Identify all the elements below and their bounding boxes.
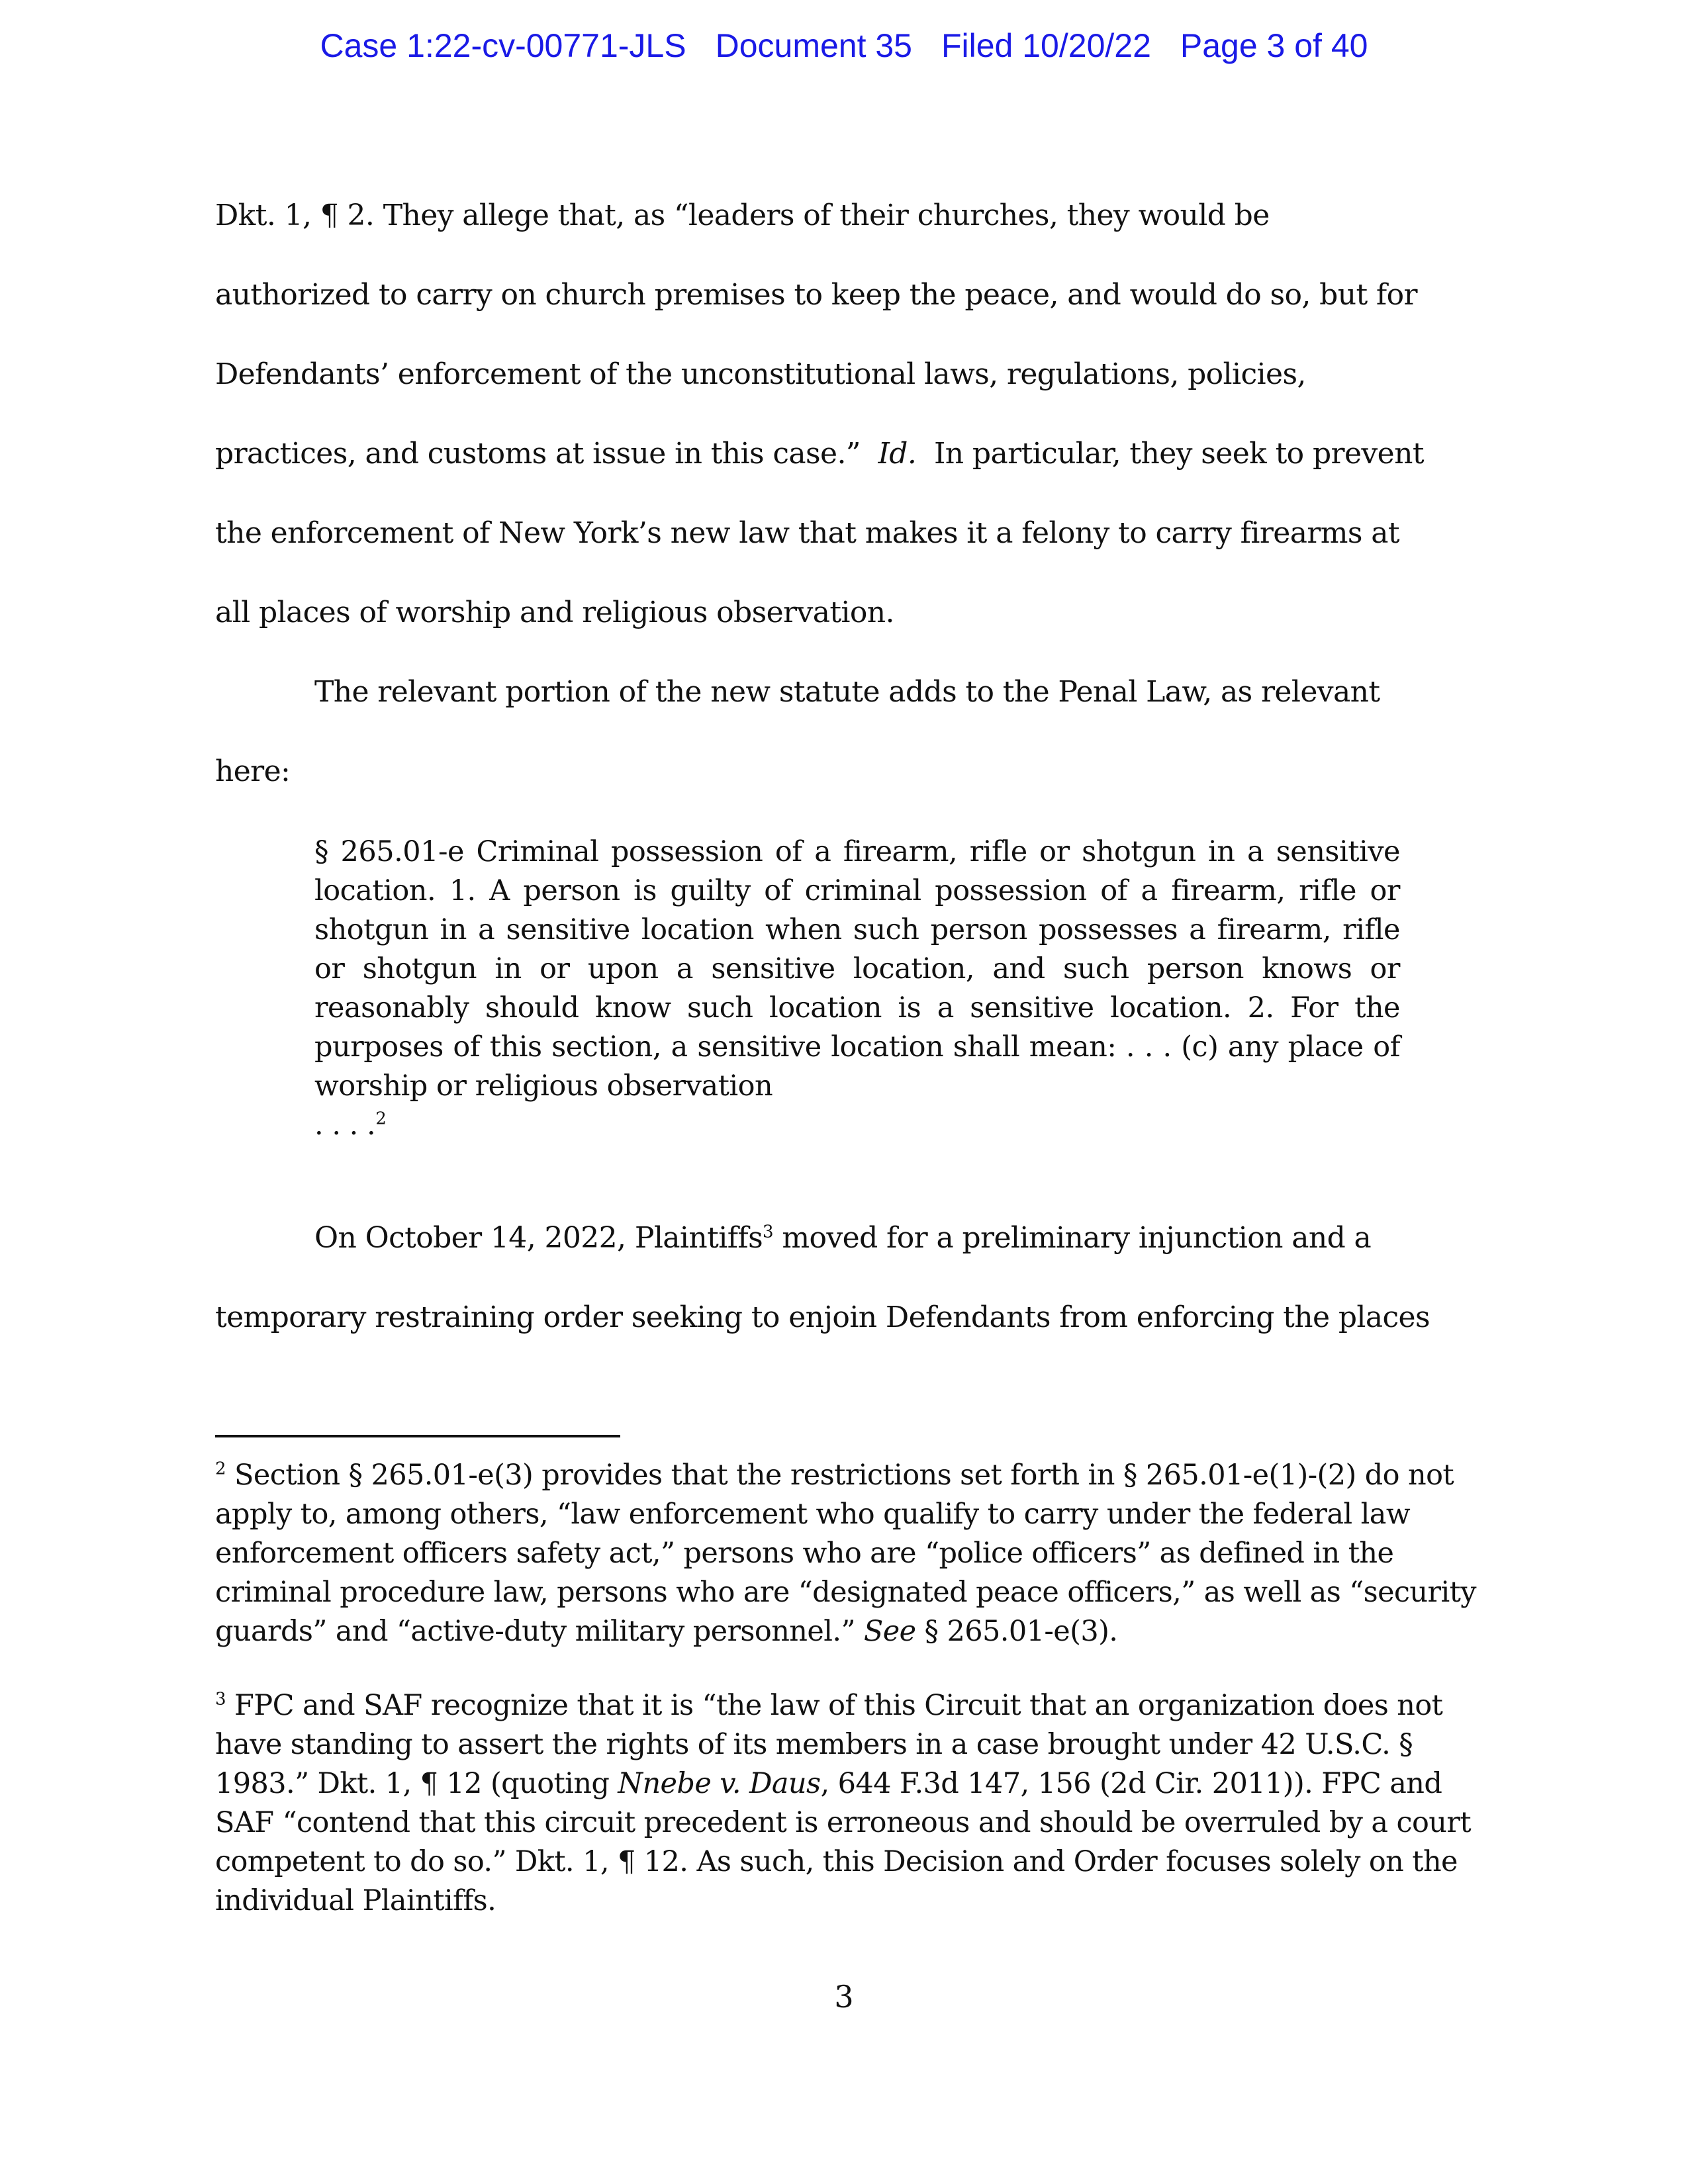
footnote-text: FPC and SAF recognize that it is “the law of this Circuit that an organization does not have standing to assert the rights of its members in a case brought under 42 U.S.C. § 1983.” Dkt. 1, ¶ 12 (quoting	[215, 1689, 1443, 1800]
document-number: Document 35	[715, 27, 912, 64]
case-number: Case 1:22-cv-00771-JLS	[320, 27, 686, 64]
page-number: 3	[834, 1979, 854, 2015]
citation-signal: See	[863, 1615, 916, 1648]
statute-block-quote	[314, 833, 1400, 1145]
page-of-total: Page 3 of 40	[1180, 27, 1368, 64]
body-text: moved for a preliminary injunction and a	[773, 1221, 1372, 1255]
citation-id: Id.	[878, 437, 917, 471]
statute-ellipsis	[314, 1106, 1400, 1145]
body-line: all places of worship and religious observation.	[215, 596, 894, 629]
footnote-ref[interactable]: 3	[763, 1222, 773, 1242]
body-text: practices, and customs at issue in this case.”	[215, 437, 861, 471]
footnote-ref[interactable]: 2	[375, 1109, 387, 1129]
body-line	[215, 437, 1424, 471]
body-line: the enforcement of New York’s new law that makes it a felony to carry firearms at	[215, 516, 1399, 550]
body-line: here:	[215, 754, 291, 788]
case-citation: Nnebe v. Daus	[618, 1767, 821, 1800]
body-line: temporary restraining order seeking to enjoin Defendants from enforcing the places	[215, 1300, 1430, 1334]
filing-header	[0, 26, 1688, 65]
footnote-separator	[215, 1435, 620, 1437]
statute-text: § 265.01-e Criminal possession of a firearm, rifle or shotgun in a sensitive location. 1. A person is guilty of criminal possession of a firearm, rifle or shotgun in a sensitive location when such person possesses a firearm, rifle or shotgun in or upon a sensitive location, and such person knows or reasonably should know such location is a sensitive location. 2. For the purposes of this section, a sensitive location shall mean: . . . (c) any place of worship or religious observation	[314, 835, 1400, 1103]
body-line: Dkt. 1, ¶ 2. They allege that, as “leaders of their churches, they would be	[215, 199, 1270, 232]
footnote-2	[215, 1456, 1493, 1651]
footnote-3	[215, 1686, 1493, 1921]
ellipsis: . . . .	[314, 1109, 376, 1142]
footnote-number: 2	[215, 1459, 226, 1479]
filed-date: Filed 10/20/22	[941, 27, 1151, 64]
footnote-text: Section § 265.01-e(3) provides that the restrictions set forth in § 265.01-e(1)-(2) do not apply to, among others, “law enforcement who qualify to carry under the federal law enforcement officers safety act,” persons who are “police officers” as defined in the criminal procedure law, persons who are “designated peace officers,” as well as “security guards” and “active-duty military personnel.”	[215, 1459, 1476, 1648]
footnote-text: , 644 F.3d 147, 156 (2d Cir. 2011)). FPC and SAF “contend that this circuit precedent is erroneous and should be overruled by a court competent to do so.” Dkt. 1, ¶ 12. As such, this Decision and Order focuses solely on the individual Plaintiffs.	[215, 1767, 1472, 1917]
body-line: The relevant portion of the new statute adds to the Penal Law, as relevant	[314, 675, 1380, 709]
body-text: On October 14, 2022, Plaintiffs	[314, 1221, 763, 1255]
footnote-text: § 265.01-e(3).	[915, 1615, 1118, 1648]
body-text: In particular, they seek to prevent	[934, 437, 1424, 471]
body-line: Defendants’ enforcement of the unconstitutional laws, regulations, policies,	[215, 357, 1306, 391]
body-line: authorized to carry on church premises to keep the peace, and would do so, but for	[215, 278, 1417, 312]
body-line	[314, 1221, 1371, 1255]
footnote-number: 3	[215, 1689, 226, 1709]
